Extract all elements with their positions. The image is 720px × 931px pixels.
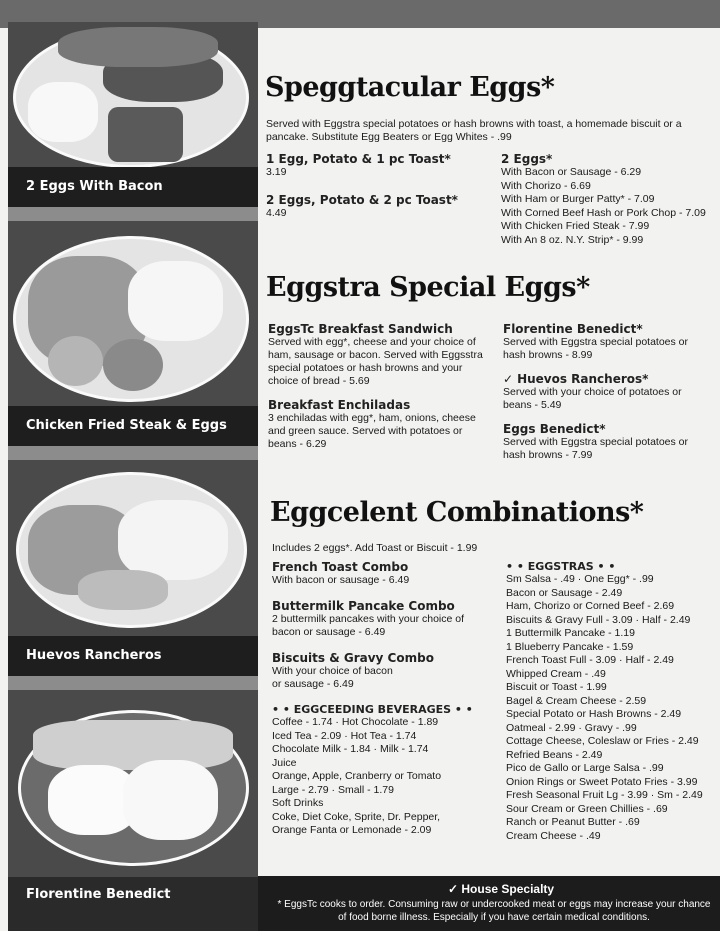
menu-line: With Bacon or Sausage - 6.29: [501, 166, 642, 178]
simple-eggs-column: [266, 152, 486, 220]
item-desc: Served with Eggstra special potatoes or hash browns - 7.99: [503, 436, 689, 461]
menu-line: Refried Beans - 2.49: [506, 748, 603, 761]
menu-line: Onion Rings or Sweet Potato Fries - 3.99: [506, 775, 698, 788]
photo-caption-3: Huevos Rancheros: [8, 636, 258, 676]
combos-left-column: [272, 560, 492, 838]
menu-line: Cottage Cheese, Coleslaw or Fries - 2.49: [506, 735, 699, 747]
menu-line: Sour Cream or Green Chillies - .69: [506, 802, 668, 815]
food-safety-disclaimer: * EggsTc cooks to order. Consuming raw or undercooked meat or eggs may increase your chance of food borne illness. Especially if you have certain medical conditions.: [277, 899, 711, 923]
item-desc: 3 enchiladas with egg*, ham, onions, cheese and green sauce. Served with potatoes or beans - 6.29: [268, 412, 476, 450]
menu-line: With Ham or Burger Patty* - 7.09: [501, 193, 655, 205]
menu-line: 1 Buttermilk Pancake - 1.19: [506, 627, 635, 639]
menu-line: With Corned Beef Hash or Pork Chop - 7.09: [501, 206, 706, 219]
menu-line: With An 8 oz. N.Y. Strip* - 9.99: [501, 233, 644, 246]
photo-caption-2: Chicken Fried Steak & Eggs: [8, 406, 258, 446]
menu-line: Cream Cheese - .49: [506, 829, 601, 842]
item-title: 1 Egg, Potato & 1 pc Toast*: [266, 152, 451, 166]
menu-line: Orange Fanta or Lemonade - 2.09: [272, 824, 432, 836]
menu-line: Coffee - 1.74 · Hot Chocolate - 1.89: [272, 716, 439, 728]
item-title: Biscuits & Gravy Combo: [272, 651, 434, 665]
menu-line: Chocolate Milk - 1.84 · Milk - 1.74: [272, 743, 429, 755]
item-title: EggsTc Breakfast Sandwich: [268, 322, 453, 336]
section-intro: Includes 2 eggs*. Add Toast or Biscuit - 1.99: [272, 542, 478, 554]
item-title: Breakfast Enchiladas: [268, 398, 411, 412]
item-title: Buttermilk Pancake Combo: [272, 599, 455, 613]
footer-bar: [258, 876, 720, 931]
photo-caption-4: Florentine Benedict: [26, 887, 171, 902]
menu-line: With Chorizo - 6.69: [501, 179, 591, 192]
item-title: 2 Eggs*: [501, 152, 553, 166]
menu-line: Soft Drinks: [272, 797, 324, 809]
item-title: Huevos Rancheros*: [517, 372, 649, 386]
menu-line: Iced Tea - 2.09 · Hot Tea - 1.74: [272, 729, 417, 742]
menu-line: With Chicken Fried Steak - 7.99: [501, 220, 650, 232]
photo-florentine-benedict: [8, 690, 258, 877]
two-eggs-column: [501, 152, 716, 247]
photo-caption-1: 2 Eggs With Bacon: [8, 167, 258, 207]
divider: [8, 446, 258, 460]
item-title: 2 Eggs, Potato & 2 pc Toast*: [266, 193, 458, 207]
sidebar-bottom: [8, 877, 258, 931]
menu-line: Biscuit or Toast - 1.99: [506, 681, 607, 693]
menu-line: Special Potato or Hash Browns - 2.49: [506, 708, 682, 720]
menu-line: 1 Blueberry Pancake - 1.59: [506, 640, 634, 653]
menu-line: Biscuits & Gravy Full - 3.09 · Half - 2.49: [506, 613, 691, 626]
item-desc: With your choice of bacon or sausage - 6.49: [272, 665, 393, 690]
photo-eggs-bacon: [8, 22, 258, 167]
item-title: French Toast Combo: [272, 560, 409, 574]
section-intro: Served with Eggstra special potatoes or hash browns with toast, a homemade biscuit or a pancake. Substitute Egg Beaters or Egg Whites - .99: [266, 118, 682, 143]
divider: [8, 207, 258, 221]
menu-line: Oatmeal - 2.99 · Gravy - .99: [506, 721, 637, 734]
photo-sidebar: [8, 22, 258, 877]
item-desc: Served with egg*, cheese and your choice of ham, sausage or bacon. Served with Eggsstra special potatoes or hash browns and your choice of bread - 5.69: [268, 336, 483, 387]
menu-line: Ranch or Peanut Butter - .69: [506, 816, 640, 828]
menu-line: Ham, Chorizo or Corned Beef - 2.69: [506, 600, 675, 612]
item-price: 3.19: [266, 166, 287, 178]
eggstras-heading: • • EGGSTRAS • •: [506, 560, 616, 573]
menu-line: Bacon or Sausage - 2.49: [506, 586, 623, 599]
menu-line: Bagel & Cream Cheese - 2.59: [506, 694, 647, 707]
menu-line: Sm Salsa - .49 · One Egg* - .99: [506, 573, 654, 585]
menu-line: Pico de Gallo or Large Salsa - .99: [506, 762, 664, 774]
item-desc: Served with Eggstra special potatoes or hash browns - 8.99: [503, 336, 689, 361]
beverages-heading: • • EGGCEEDING BEVERAGES • •: [272, 703, 473, 716]
item-title: Florentine Benedict*: [503, 322, 643, 336]
divider: [8, 676, 258, 690]
menu-line: Large - 2.79 · Small - 1.79: [272, 783, 394, 796]
item-desc: With bacon or sausage - 6.49: [272, 574, 410, 586]
menu-line: Whipped Cream - .49: [506, 667, 606, 680]
eggstra-right-column: [503, 322, 713, 462]
section-title-eggstra: Eggstra Special Eggs*: [266, 272, 590, 303]
eggstras-column: [506, 560, 718, 843]
menu-line: Juice: [272, 756, 297, 769]
eggstra-left-column: [268, 322, 483, 451]
menu-line: French Toast Full - 3.09 · Half - 2.49: [506, 654, 674, 666]
menu-line: Orange, Apple, Cranberry or Tomato: [272, 770, 442, 782]
section-title-speggtacular: Speggtacular Eggs*: [265, 72, 555, 103]
house-specialty-note: ✓ House Specialty: [448, 882, 555, 896]
menu-line: Fresh Seasonal Fruit Lg - 3.99 · Sm - 2.49: [506, 789, 703, 801]
item-price: 4.49: [266, 207, 287, 219]
item-desc: 2 buttermilk pancakes with your choice of bacon or sausage - 6.49: [272, 613, 465, 638]
photo-chicken-fried-steak: [8, 221, 258, 406]
item-title: Eggs Benedict*: [503, 422, 606, 436]
photo-huevos-rancheros: [8, 460, 258, 636]
section-title-combinations: Eggcelent Combinations*: [270, 497, 644, 528]
check-icon: ✓: [503, 372, 514, 386]
item-desc: Served with your choice of potatoes or beans - 5.49: [503, 386, 682, 411]
menu-line: Coke, Diet Coke, Sprite, Dr. Pepper,: [272, 810, 441, 823]
